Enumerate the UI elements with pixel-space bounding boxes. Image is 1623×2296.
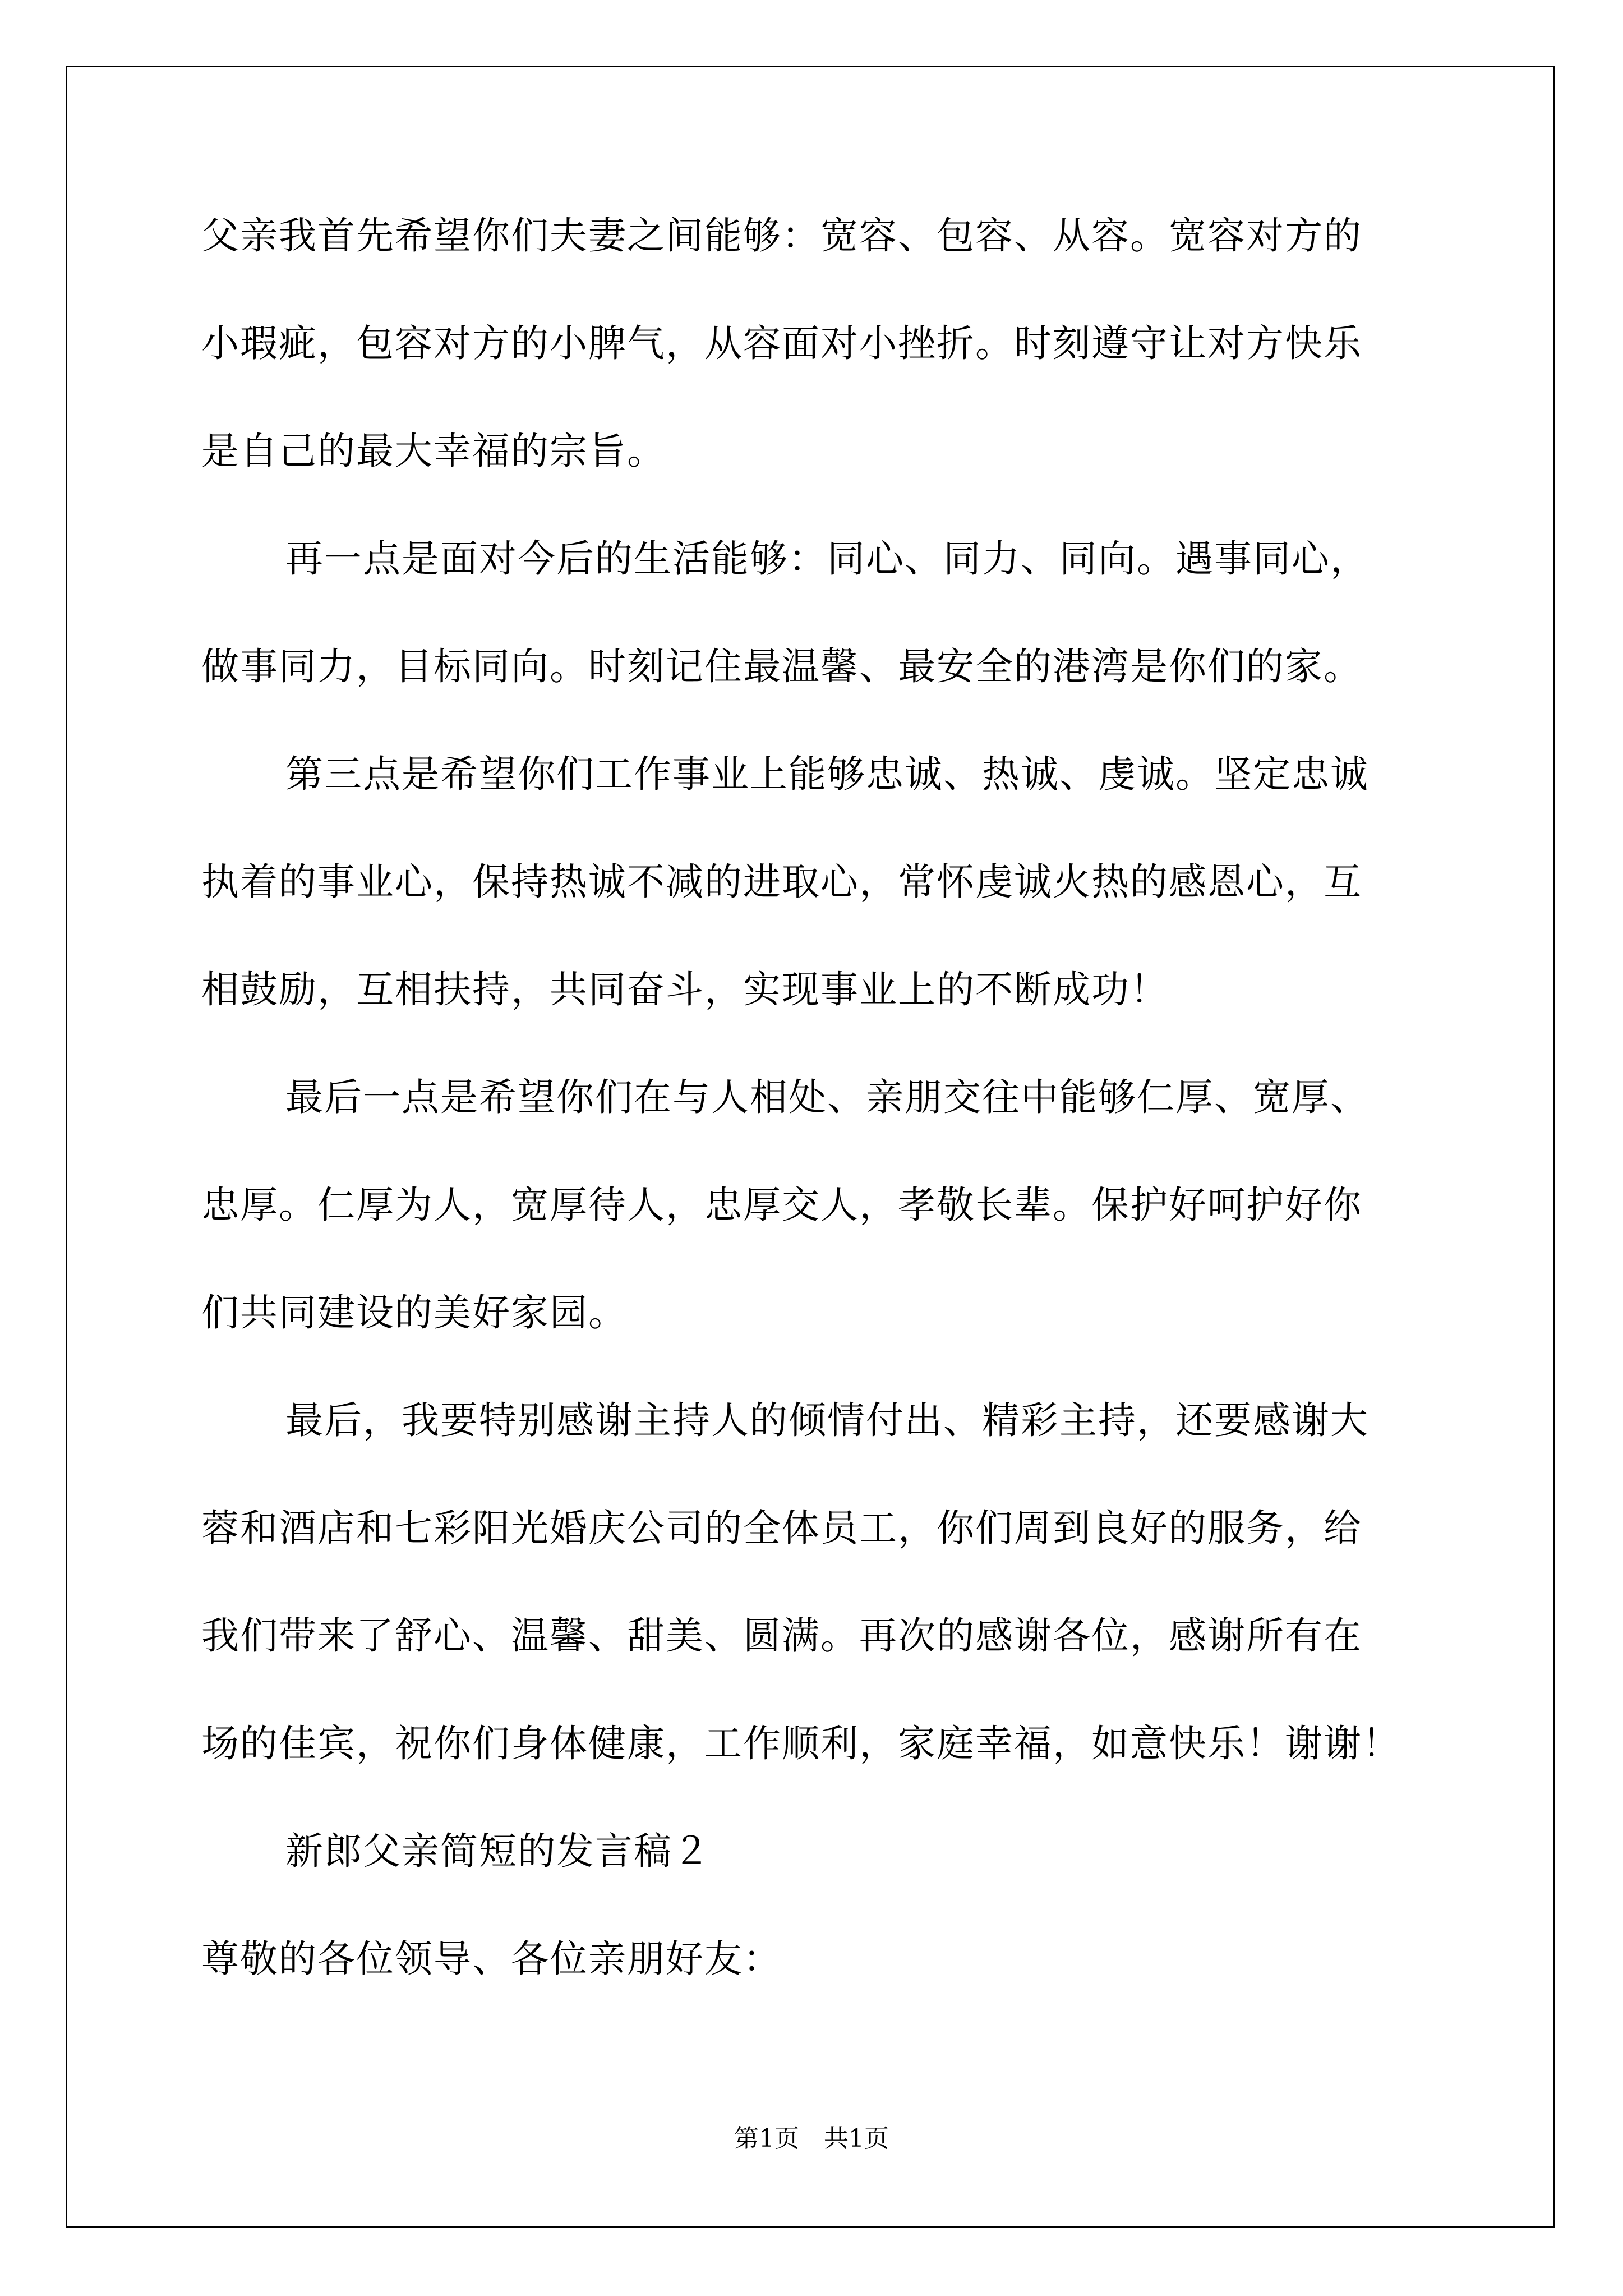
text-line: 做事同力，目标同向。时刻记住最温馨、最安全的港湾是你们的家。 [201,645,1362,688]
page-footer [0,2122,1623,2156]
text-line: 我们带来了舒心、温馨、甜美、圆满。再次的感谢各位，感谢所有在 [201,1614,1362,1658]
text-line: 们共同建设的美好家园。 [201,1291,627,1335]
page-number: 第1页 [734,2124,799,2153]
text-line: 场的佳宾，祝你们身体健康，工作顺利，家庭幸福，如意快乐！谢谢！ [201,1722,1401,1765]
text-line: 最后一点是希望你们在与人相处、亲朋交往中能够仁厚、宽厚、 [285,1075,1369,1119]
text-line: 是自己的最大幸福的宗旨。 [201,429,666,473]
text-line: 相鼓励，互相扶持，共同奋斗，实现事业上的不断成功！ [201,968,1169,1011]
page-total: 共1页 [824,2124,889,2153]
document-body [201,209,1430,2040]
section-heading: 新郎父亲简短的发言稿２ [285,1829,711,1873]
text-line: 蓉和酒店和七彩阳光婚庆公司的全体员工，你们周到良好的服务，给 [201,1506,1362,1550]
text-line: 小瑕疵，包容对方的小脾气，从容面对小挫折。时刻遵守让对方快乐 [201,321,1362,365]
text-line: 最后，我要特别感谢主持人的倾情付出、精彩主持，还要感谢大 [285,1398,1369,1442]
text-line: 第三点是希望你们工作事业上能够忠诚、热诚、虔诚。坚定忠诚 [285,752,1369,796]
text-line: 执着的事业心，保持热诚不减的进取心，常怀虔诚火热的感恩心，互 [201,860,1362,904]
text-line: 再一点是面对今后的生活能够：同心、同力、同向。遇事同心， [285,537,1369,581]
salutation: 尊敬的各位领导、各位亲朋好友： [201,1937,782,1981]
text-line: 父亲我首先希望你们夫妻之间能够：宽容、包容、从容。宽容对方的 [201,214,1362,257]
text-line: 忠厚。仁厚为人，宽厚待人，忠厚交人，孝敬长辈。保护好呵护好你 [201,1183,1362,1227]
